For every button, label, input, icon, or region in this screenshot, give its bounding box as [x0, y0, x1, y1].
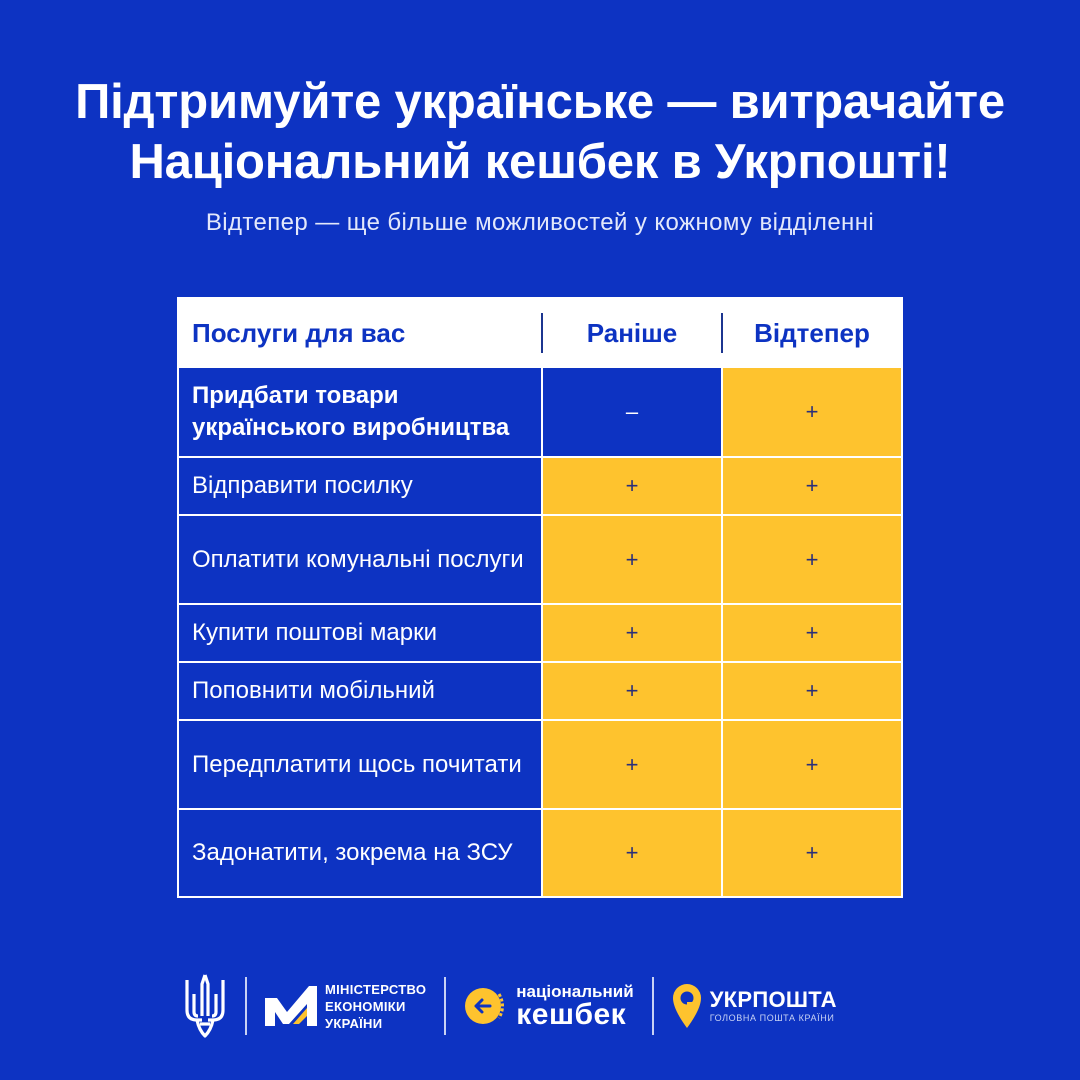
now-cell: + [723, 663, 901, 719]
column-header-before: Раніше [543, 313, 723, 353]
ukrposhta-logo-text: УКРПОШТА ГОЛОВНА ПОШТА КРАЇНИ [709, 987, 837, 1023]
divider [444, 977, 446, 1035]
table-row [179, 366, 901, 456]
title-line-1: Підтримуйте українське — витрачайте [75, 75, 1005, 129]
now-cell: + [723, 516, 901, 603]
page-title [0, 72, 1080, 192]
services-comparison-table [177, 297, 903, 898]
now-cell: + [723, 368, 901, 456]
divider [245, 977, 247, 1035]
service-cell: Передплатити щось почитати [179, 721, 543, 808]
table-row [179, 603, 901, 661]
table-row [179, 514, 901, 603]
before-cell: + [543, 810, 723, 896]
table-row [179, 661, 901, 719]
now-cell: + [723, 605, 901, 661]
table-row [179, 808, 901, 896]
table-row [179, 456, 901, 514]
trident-icon [183, 972, 227, 1040]
now-cell: + [723, 721, 901, 808]
service-cell: Придбати товари українського виробництва [179, 368, 543, 456]
cashback-coin-icon [464, 986, 508, 1026]
service-cell: Оплатити комунальні послуги [179, 516, 543, 603]
ministry-logo-icon [265, 986, 317, 1026]
service-cell: Поповнити мобільний [179, 663, 543, 719]
service-cell: Задонатити, зокрема на ЗСУ [179, 810, 543, 896]
table-row [179, 719, 901, 808]
ministry-logo-text: МІНІСТЕРСТВО ЕКОНОМІКИ УКРАЇНИ [325, 981, 427, 1031]
before-cell: + [543, 458, 723, 514]
table-header [179, 299, 901, 366]
before-cell: + [543, 516, 723, 603]
before-cell: + [543, 663, 723, 719]
before-cell: + [543, 721, 723, 808]
before-cell: – [543, 368, 723, 456]
partner-logos [183, 966, 903, 1046]
column-header-now: Відтепер [754, 317, 870, 348]
page-subtitle: Відтепер — ще більше можливостей у кожному відділенні [205, 209, 875, 236]
cashback-logo-text: національний кешбек [516, 982, 634, 1031]
divider [652, 977, 654, 1035]
service-cell: Відправити посилку [179, 458, 543, 514]
now-cell: + [723, 810, 901, 896]
service-cell: Купити поштові марки [179, 605, 543, 661]
ukrposhta-pin-icon [672, 983, 702, 1029]
before-cell: + [543, 605, 723, 661]
column-header-services: Послуги для вас [179, 313, 543, 353]
now-cell: + [723, 458, 901, 514]
title-line-2: Національний кешбек в Укрпошті! [129, 135, 951, 189]
